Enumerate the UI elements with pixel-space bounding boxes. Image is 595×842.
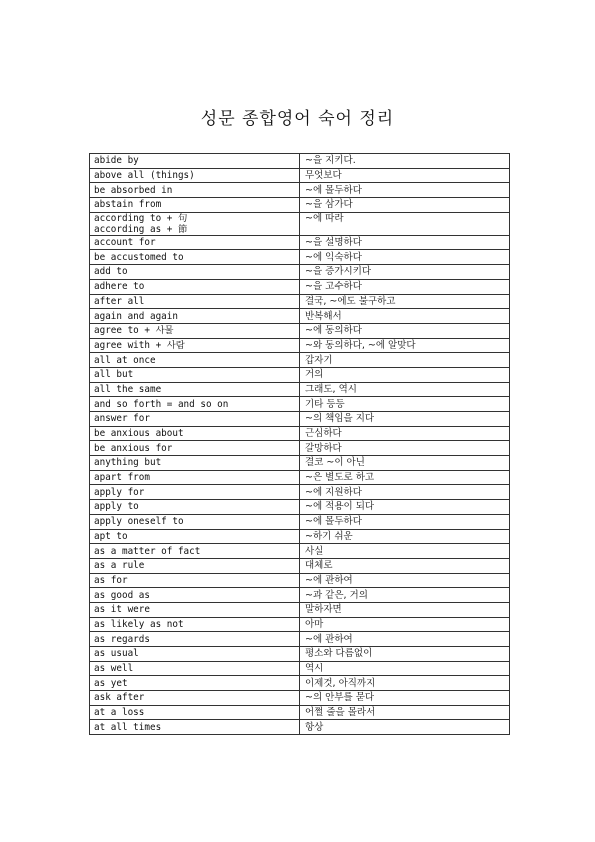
idiom-phrase: add to: [90, 265, 300, 280]
idiom-phrase: agree with + 사람: [90, 338, 300, 353]
table-row: [90, 705, 510, 720]
idiom-phrase: as likely as not: [90, 617, 300, 632]
table-row: [90, 198, 510, 213]
idiom-phrase: as well: [90, 661, 300, 676]
idiom-table-body: [90, 154, 510, 735]
idiom-meaning: ~에 익숙하다: [300, 250, 510, 265]
idiom-meaning: 사실: [300, 544, 510, 559]
idiom-phrase: agree to + 사물: [90, 323, 300, 338]
table-row: [90, 168, 510, 183]
table-row: [90, 250, 510, 265]
idiom-meaning: 그래도, 역시: [300, 382, 510, 397]
idiom-meaning: ~에 지원하다: [300, 485, 510, 500]
idiom-meaning: 아마: [300, 617, 510, 632]
idiom-meaning: ~을 삼가다: [300, 198, 510, 213]
table-row: [90, 676, 510, 691]
table-row: [90, 309, 510, 324]
idiom-phrase: at all times: [90, 720, 300, 735]
table-row: [90, 558, 510, 573]
idiom-phrase: be anxious about: [90, 426, 300, 441]
idiom-meaning: 근심하다: [300, 426, 510, 441]
idiom-meaning: ~을 설명하다: [300, 235, 510, 250]
idiom-phrase: apart from: [90, 470, 300, 485]
table-row: [90, 573, 510, 588]
page-title: 성문 종합영어 숙어 정리: [200, 109, 395, 129]
idiom-meaning: ~에 동의하다: [300, 323, 510, 338]
table-row: [90, 470, 510, 485]
table-row: [90, 544, 510, 559]
idiom-phrase: as regards: [90, 632, 300, 647]
idiom-phrase: adhere to: [90, 279, 300, 294]
table-row: [90, 632, 510, 647]
table-row: [90, 529, 510, 544]
idiom-phrase: be absorbed in: [90, 183, 300, 198]
idiom-meaning: ~에 따라: [300, 212, 510, 235]
idiom-meaning: 대체로: [300, 558, 510, 573]
idiom-phrase: all at once: [90, 353, 300, 368]
idiom-meaning: 평소와 다름없이: [300, 647, 510, 662]
idiom-meaning: ~은 별도로 하고: [300, 470, 510, 485]
idiom-meaning: 어쩔 줄을 몰라서: [300, 705, 510, 720]
table-row: [90, 485, 510, 500]
table-row: [90, 412, 510, 427]
idiom-phrase: anything but: [90, 456, 300, 471]
idiom-meaning: 항상: [300, 720, 510, 735]
idiom-phrase: be anxious for: [90, 441, 300, 456]
idiom-phrase: all the same: [90, 382, 300, 397]
idiom-phrase: apply for: [90, 485, 300, 500]
idiom-meaning: 결코 ~이 아닌: [300, 456, 510, 471]
idiom-meaning: ~에 관하여: [300, 573, 510, 588]
idiom-meaning: 기타 등등: [300, 397, 510, 412]
idiom-meaning: 갈망하다: [300, 441, 510, 456]
idiom-meaning: ~을 증가시키다: [300, 265, 510, 280]
idiom-phrase: as a rule: [90, 558, 300, 573]
idiom-phrase: answer for: [90, 412, 300, 427]
idiom-phrase: abide by: [90, 154, 300, 169]
idiom-phrase: again and again: [90, 309, 300, 324]
table-row: [90, 265, 510, 280]
idiom-meaning: ~에 몰두하다: [300, 183, 510, 198]
idiom-phrase: all but: [90, 367, 300, 382]
table-row: [90, 154, 510, 169]
idiom-phrase: account for: [90, 235, 300, 250]
table-row: [90, 720, 510, 735]
table-row: [90, 602, 510, 617]
idiom-meaning: 무엇보다: [300, 168, 510, 183]
idiom-phrase: apply to: [90, 500, 300, 515]
idiom-meaning: ~의 책임을 지다: [300, 412, 510, 427]
idiom-phrase: as usual: [90, 647, 300, 662]
idiom-meaning: 말하자면: [300, 602, 510, 617]
table-row: [90, 514, 510, 529]
idiom-phrase: apply oneself to: [90, 514, 300, 529]
table-row: [90, 367, 510, 382]
table-row: [90, 691, 510, 706]
table-row: [90, 235, 510, 250]
table-row: [90, 397, 510, 412]
idiom-meaning: 역시: [300, 661, 510, 676]
table-row: [90, 212, 510, 235]
idiom-meaning: ~에 몰두하다: [300, 514, 510, 529]
idiom-table: [89, 153, 510, 735]
idiom-meaning: ~하기 쉬운: [300, 529, 510, 544]
idiom-phrase: as yet: [90, 676, 300, 691]
idiom-meaning: 거의: [300, 367, 510, 382]
idiom-meaning: ~에 적용이 되다: [300, 500, 510, 515]
table-row: [90, 353, 510, 368]
idiom-meaning: ~와 동의하다, ~에 알맞다: [300, 338, 510, 353]
idiom-meaning: 결국, ~에도 불구하고: [300, 294, 510, 309]
idiom-meaning: 반복해서: [300, 309, 510, 324]
table-row: [90, 382, 510, 397]
idiom-phrase: abstain from: [90, 198, 300, 213]
idiom-phrase: as a matter of fact: [90, 544, 300, 559]
idiom-meaning: ~을 고수하다: [300, 279, 510, 294]
idiom-phrase: at a loss: [90, 705, 300, 720]
table-row: [90, 647, 510, 662]
idiom-phrase: ask after: [90, 691, 300, 706]
idiom-phrase: as for: [90, 573, 300, 588]
idiom-phrase: and so forth = and so on: [90, 397, 300, 412]
table-row: [90, 294, 510, 309]
idiom-phrase: apt to: [90, 529, 300, 544]
idiom-meaning: ~과 같은, 거의: [300, 588, 510, 603]
idiom-phrase: after all: [90, 294, 300, 309]
idiom-meaning: 이제것, 아직까지: [300, 676, 510, 691]
table-row: [90, 661, 510, 676]
idiom-meaning: ~에 관하여: [300, 632, 510, 647]
table-row: [90, 183, 510, 198]
table-row: [90, 338, 510, 353]
table-row: [90, 279, 510, 294]
table-row: [90, 617, 510, 632]
table-row: [90, 323, 510, 338]
table-row: [90, 426, 510, 441]
idiom-phrase: above all (things): [90, 168, 300, 183]
idiom-meaning: 갑자기: [300, 353, 510, 368]
table-row: [90, 588, 510, 603]
idiom-phrase: be accustomed to: [90, 250, 300, 265]
idiom-phrase: as it were: [90, 602, 300, 617]
table-row: [90, 500, 510, 515]
idiom-meaning: ~의 안부를 묻다: [300, 691, 510, 706]
idiom-phrase: according to + 句 according as + 節: [90, 212, 300, 235]
table-row: [90, 441, 510, 456]
table-row: [90, 456, 510, 471]
idiom-phrase: as good as: [90, 588, 300, 603]
idiom-meaning: ~을 지키다.: [300, 154, 510, 169]
